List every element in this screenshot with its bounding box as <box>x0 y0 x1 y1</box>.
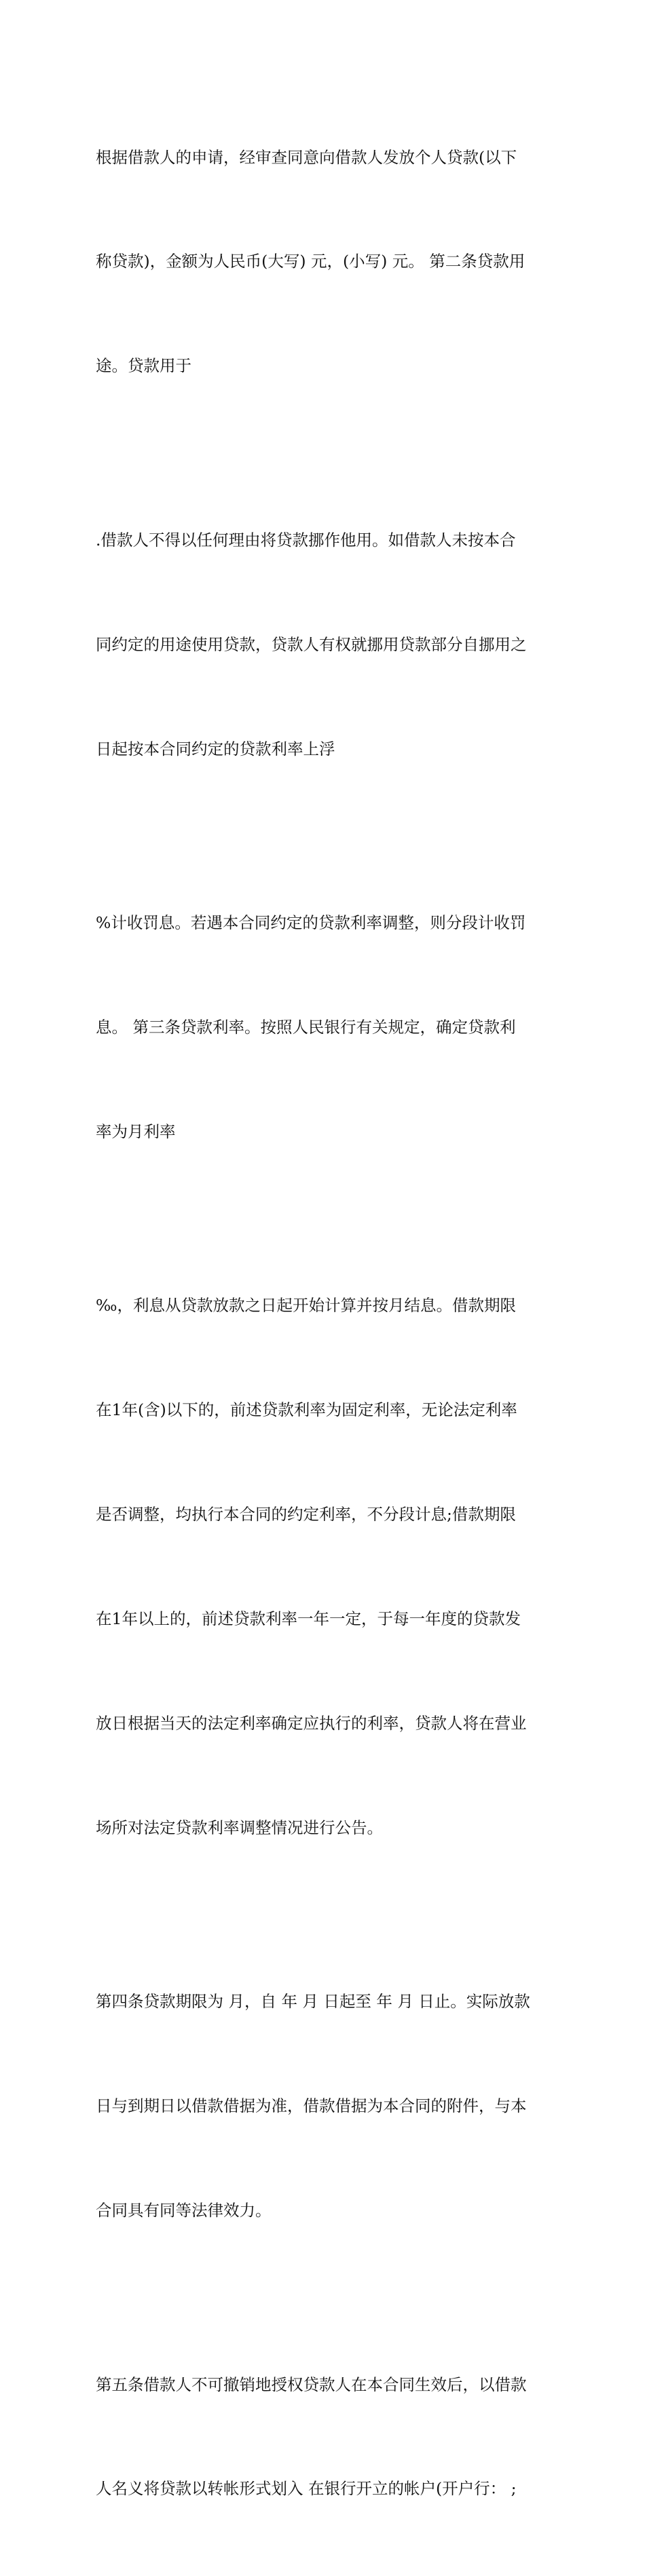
paragraph-article-4-term <box>96 1915 557 2298</box>
text-line: 率为月利率 <box>96 1121 176 1141</box>
text-line: 在1年(含)以下的，前述贷款利率为固定利率，无论法定利率 <box>96 1400 517 1420</box>
text-line: 人名义将贷款以转帐形式划入 在银行开立的帐户(开户行： ; <box>96 2479 517 2499</box>
text-line: 途。贷款用于 <box>96 356 191 376</box>
text-line: 在1年以上的，前述贷款利率一年一定，于每一年度的贷款发 <box>96 1609 521 1629</box>
text-line: %计收罚息。若遇本合同约定的贷款利率调整，则分段计收罚 <box>96 913 526 933</box>
text-line: .借款人不得以任何理由将贷款挪作他用。如借款人未按本合 <box>96 530 516 550</box>
text-line: 第五条借款人不可撤销地授权贷款人在本合同生效后，以借款 <box>96 2375 527 2394</box>
text-line: 日起按本合同约定的贷款利率上浮 <box>96 739 335 758</box>
paragraph-penalty-interest <box>96 837 557 1219</box>
text-line: 根据借款人的申请，经审查同意向借款人发放个人贷款(以下 <box>96 147 517 167</box>
paragraph-interest-rate <box>96 1219 557 1915</box>
document-body <box>96 71 557 2576</box>
text-line: 合同具有同等法律效力。 <box>96 2201 272 2221</box>
paragraph-loan-purpose <box>96 71 557 453</box>
text-line: 放日根据当天的法定利率确定应执行的利率，贷款人将在营业 <box>96 1713 527 1733</box>
paragraph-article-5-disbursement <box>96 2298 557 2576</box>
text-line: ‰，利息从贷款放款之日起开始计算并按月结息。借款期限 <box>96 1296 517 1315</box>
text-line: 息。 第三条贷款利率。按照人民银行有关规定，确定贷款利 <box>96 1018 516 1037</box>
text-line: 是否调整，均执行本合同的约定利率，不分段计息;借款期限 <box>96 1505 516 1524</box>
text-line: 日与到期日以借款借据为准，借款借据为本合同的附件，与本 <box>96 2096 527 2116</box>
text-line: 同约定的用途使用贷款，贷款人有权就挪用贷款部分自挪用之 <box>96 634 527 654</box>
text-line: 称贷款)，金额为人民币(大写) 元，(小写) 元。 第二条贷款用 <box>96 252 526 271</box>
paragraph-misuse-clause <box>96 453 557 836</box>
text-line: 场所对法定贷款利率调整情况进行公告。 <box>96 1818 383 1837</box>
text-line: 第四条贷款期限为 月，自 年 月 日起至 年 月 日止。实际放款 <box>96 1992 530 2012</box>
